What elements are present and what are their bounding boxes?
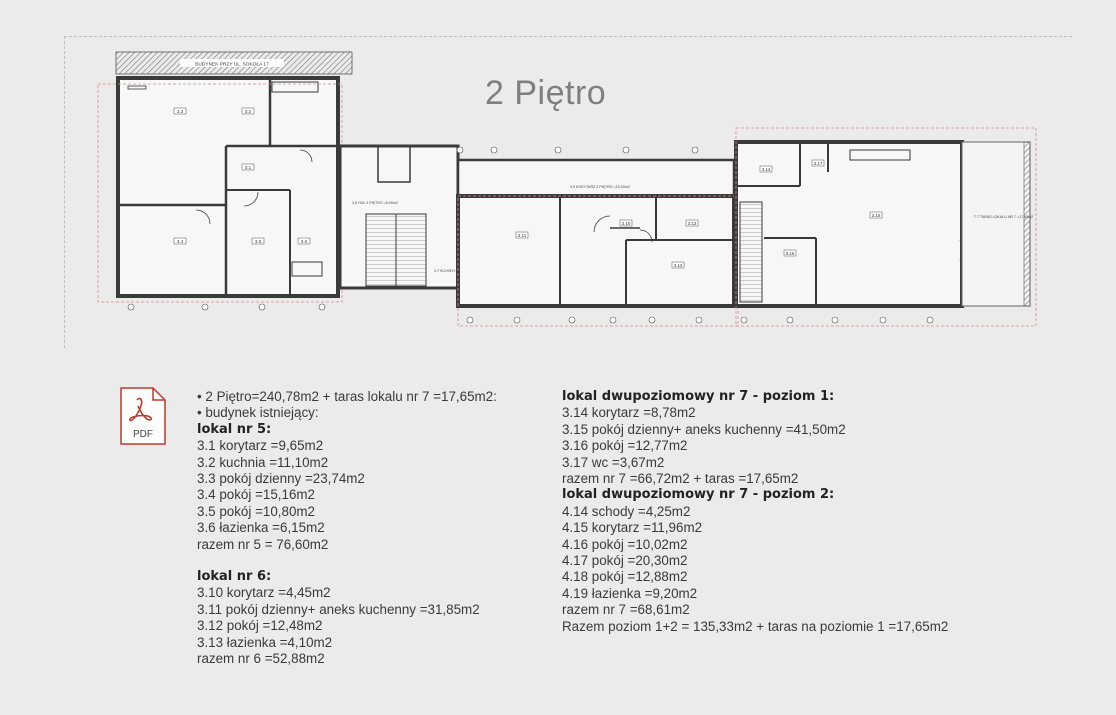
level2-area-line: 4.17 pokój =20,30m2: [562, 553, 688, 569]
svg-text:3.14: 3.14: [761, 166, 771, 172]
level2-area-line: Razem poziom 1+2 = 135,33m2 + taras na poziomie 1 =17,65m2: [562, 618, 949, 634]
level2-area-line: 4.15 korytarz =11,96m2: [562, 520, 703, 536]
level2-area-line: 4.14 schody =4,25m2: [562, 503, 691, 519]
svg-text:3.10: 3.10: [621, 220, 631, 226]
terrace: [962, 142, 1030, 306]
street-label: BUDYNEK PRZY UL. SOKOŁA 17: [195, 62, 269, 68]
intro-line: • 2 Piętro=240,78m2 + taras lokalu nr 7 =17,65m2:: [197, 389, 497, 404]
unit5-area-line: 3.4 pokój =15,16m2: [197, 487, 315, 503]
svg-text:3.4: 3.4: [176, 238, 184, 244]
svg-text:7.7 TARAS LOKALU NR 7 =17,65m2: 7.7 TARAS LOKALU NR 7 =17,65m2: [974, 215, 1034, 219]
unit5-area-line: 3.1 korytarz =9,65m2: [197, 438, 324, 454]
level2-area-line: 4.18 pokój =12,88m2: [562, 569, 688, 585]
pdf-download-icon[interactable]: [119, 386, 167, 446]
hall-block: [340, 146, 458, 288]
left-text-column: [197, 389, 497, 668]
svg-text:3.5: 3.5: [254, 238, 262, 244]
unit6-area-line: 3.12 pokój =12,48m2: [197, 618, 323, 634]
level1-area-line: 3.17 wc =3,67m2: [562, 454, 665, 470]
level2-lines: [562, 504, 948, 635]
svg-text:3.2: 3.2: [244, 108, 252, 114]
svg-text:3.6: 3.6: [300, 238, 308, 244]
unit6-lines: [197, 585, 497, 667]
svg-text:3.8 HOL 2 PIĘTRO =5,09m2: 3.8 HOL 2 PIĘTRO =5,09m2: [352, 201, 398, 205]
level1-area-line: 3.16 pokój =12,77m2: [562, 438, 688, 454]
level1-area-line: razem nr 7 =66,72m2 + taras =17,65m2: [562, 471, 799, 487]
intro-line: • budynek istniejący:: [197, 405, 319, 421]
level1-area-line: 3.15 pokój dzienny+ aneks kuchenny =41,50m2: [562, 421, 846, 437]
pdf-label: PDF: [133, 429, 153, 440]
corridor: [458, 160, 734, 196]
unit6-area-line: 3.10 korytarz =4,45m2: [197, 585, 331, 601]
unit6-area-line: 3.11 pokój dzienny+ aneks kuchenny =31,85m2: [197, 601, 480, 617]
level2-title: lokal dwupoziomowy nr 7 - poziom 2:: [562, 487, 835, 503]
level1-area-line: 3.14 korytarz =8,78m2: [562, 405, 696, 421]
level2-area-line: razem nr 7 =68,61m2: [562, 602, 690, 618]
svg-text:3.16: 3.16: [785, 250, 795, 256]
svg-text:3.17: 3.17: [813, 160, 823, 166]
unit5-area-line: 3.3 pokój dzienny =23,74m2: [197, 471, 365, 487]
svg-text:3.7 SCHODY: 3.7 SCHODY: [434, 269, 456, 273]
unit6-title: lokal nr 6:: [197, 569, 272, 585]
unit5-title: lokal nr 5:: [197, 421, 272, 437]
floor-plan: [0, 0, 1116, 350]
right-text-column: [562, 389, 948, 635]
unit5-area-line: 3.6 łazienka =6,15m2: [197, 520, 325, 536]
unit5-area-line: 3.2 kuchnia =11,10m2: [197, 454, 329, 470]
level2-area-line: 4.19 łazienka =9,20m2: [562, 585, 698, 601]
svg-text:3.9 KORYTARZ 2 PIĘTRO =19,09m2: 3.9 KORYTARZ 2 PIĘTRO =19,09m2: [570, 185, 630, 189]
middle-block: [458, 196, 734, 306]
left-block: [118, 78, 338, 296]
level2-area-line: 4.16 pokój =10,02m2: [562, 536, 688, 552]
level1-title: lokal dwupoziomowy nr 7 - poziom 1:: [562, 389, 835, 404]
unit5-area-line: razem nr 5 = 76,60m2: [197, 536, 329, 552]
svg-text:3.12: 3.12: [673, 262, 683, 268]
floor-title: 2 Piętro: [485, 74, 607, 112]
unit5-lines: [197, 438, 497, 553]
intro-lines: [197, 389, 497, 422]
unit6-area-line: 3.13 łazienka =4,10m2: [197, 634, 333, 650]
terrace-rail: [1024, 142, 1030, 306]
svg-text:3.3: 3.3: [176, 108, 184, 114]
unit6-area-line: razem nr 6 =52,88m2: [197, 651, 325, 667]
svg-text:3.15: 3.15: [871, 212, 881, 218]
svg-text:3.1: 3.1: [244, 164, 252, 170]
level1-lines: [562, 405, 948, 487]
svg-text:3.11: 3.11: [517, 232, 527, 238]
unit5-area-line: 3.5 pokój =10,80m2: [197, 503, 315, 519]
svg-text:3.13: 3.13: [687, 220, 697, 226]
